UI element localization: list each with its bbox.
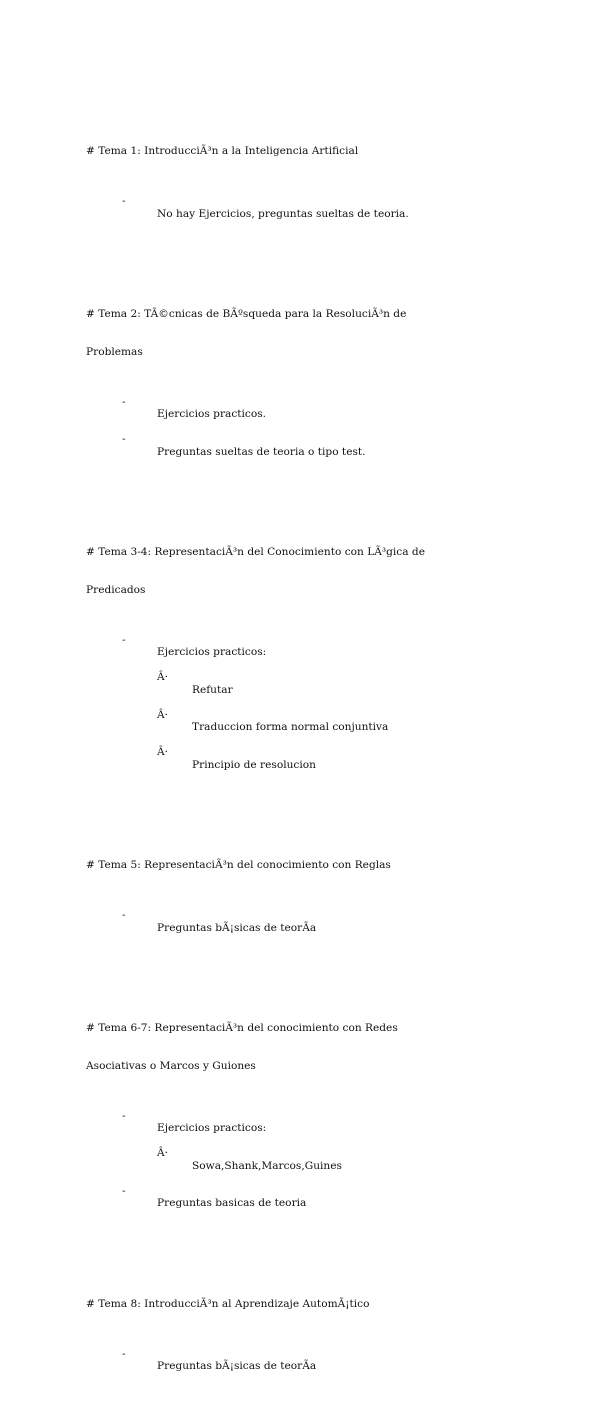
section-title-continuation: Asociativas o Marcos y Guiones bbox=[86, 1059, 256, 1072]
section-title-continuation: Problemas bbox=[86, 345, 143, 358]
bullet-marker: Â· bbox=[157, 708, 169, 721]
dash-marker: - bbox=[122, 395, 126, 408]
list-item-text: Ejercicios practicos: bbox=[157, 1122, 267, 1134]
list-item bbox=[86, 897, 486, 934]
list-item-text: Ejercicios practicos: bbox=[157, 646, 267, 658]
list-item-text: No hay Ejercicios, preguntas sueltas de teoria. bbox=[157, 207, 409, 220]
section-title-continuation: Predicados bbox=[86, 583, 146, 596]
section-title: # Tema 2: TÃ©cnicas de BÃºsqueda para la ResoluciÃ³n de bbox=[86, 308, 407, 320]
section-title: # Tema 3-4: RepresentaciÃ³n del Conocimiento con LÃ³gica de bbox=[86, 546, 425, 558]
sub-list-item bbox=[86, 659, 486, 696]
list-item bbox=[86, 1097, 486, 1134]
section-title: # Tema 8: IntroducciÃ³n al Aprendizaje AutomÃ¡tico bbox=[86, 1297, 370, 1310]
sub-list-item-text: Traduccion forma normal conjuntiva bbox=[192, 721, 389, 733]
list-item bbox=[86, 421, 486, 458]
dash-marker: - bbox=[122, 1109, 126, 1122]
dash-marker: - bbox=[122, 1184, 126, 1197]
list-item-text: Preguntas sueltas de teoria o tipo test. bbox=[157, 445, 366, 458]
sub-list-item bbox=[86, 696, 486, 733]
section-tema-1 bbox=[86, 120, 486, 220]
dash-marker: - bbox=[122, 195, 126, 207]
list-item-text: Ejercicios practicos. bbox=[157, 408, 267, 420]
list-item bbox=[86, 1172, 486, 1209]
section-title: # Tema 1: IntroducciÃ³n a la Inteligencia Artificial bbox=[86, 145, 359, 157]
sub-list-item-text: Sowa,Shank,Marcos,Guines bbox=[192, 1159, 342, 1172]
sub-list-item-text: Principio de resolucion bbox=[192, 758, 316, 771]
section-tema-3-4 bbox=[86, 521, 486, 771]
section-tema-2 bbox=[86, 283, 486, 458]
dash-marker: - bbox=[122, 909, 126, 921]
dash-marker: - bbox=[122, 1347, 126, 1360]
list-item bbox=[86, 383, 486, 420]
section-tema-5 bbox=[86, 834, 486, 934]
section-title: # Tema 5: RepresentaciÃ³n del conocimiento con Reglas bbox=[86, 859, 391, 871]
list-item-text: Preguntas bÃ¡sicas de teorÃa bbox=[157, 921, 317, 934]
section-title: # Tema 6-7: RepresentaciÃ³n del conocimiento con Redes bbox=[86, 1022, 398, 1034]
dash-marker: - bbox=[122, 433, 126, 445]
sub-list-item bbox=[86, 734, 486, 771]
list-item bbox=[86, 1335, 486, 1372]
sub-list-item-text: Refutar bbox=[192, 683, 233, 696]
list-item bbox=[86, 183, 486, 220]
bullet-marker: Â· bbox=[157, 671, 169, 683]
list-item-text: Preguntas basicas de teoria bbox=[157, 1197, 307, 1209]
list-item bbox=[86, 621, 486, 658]
section-tema-8 bbox=[86, 1273, 486, 1373]
document-body bbox=[86, 70, 486, 1423]
bullet-marker: Â· bbox=[157, 1147, 169, 1159]
dash-marker: - bbox=[122, 633, 126, 646]
bullet-marker: Â· bbox=[157, 746, 169, 758]
section-tema-6-7 bbox=[86, 997, 486, 1210]
sub-list-item bbox=[86, 1135, 486, 1172]
list-item-text: Preguntas bÃ¡sicas de teorÃa bbox=[157, 1360, 317, 1372]
